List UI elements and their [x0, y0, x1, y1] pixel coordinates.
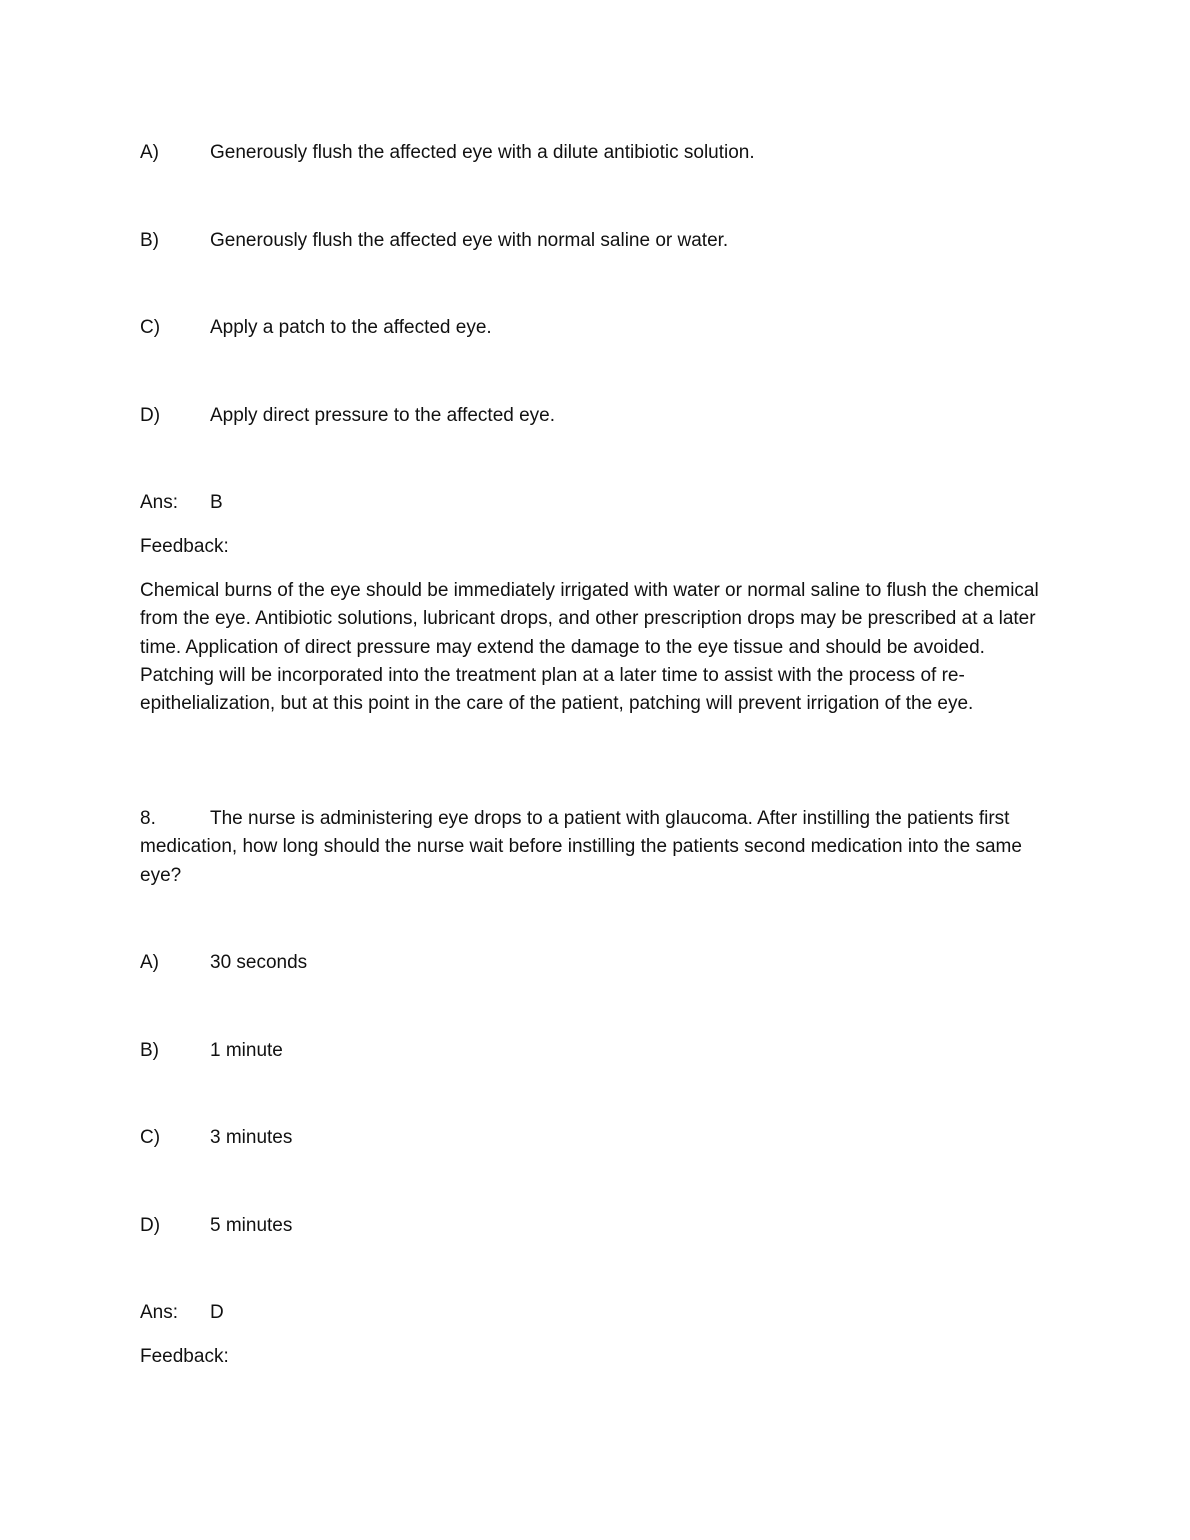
q8-question: [140, 805, 1050, 890]
q7-option-d: [140, 402, 555, 430]
q7-feedback-label: Feedback:: [140, 536, 229, 557]
option-label: C): [140, 317, 161, 338]
answer-label: Ans:: [140, 492, 179, 513]
q8-option-d: [140, 1212, 292, 1240]
q7-answer: [140, 489, 223, 517]
option-text: 1 minute: [210, 1040, 283, 1061]
option-label: D): [140, 1215, 161, 1236]
q8-option-b: [140, 1037, 283, 1065]
option-label: D): [140, 405, 161, 426]
option-text: 5 minutes: [210, 1215, 293, 1236]
q8-answer: [140, 1299, 224, 1327]
q7-option-b: [140, 227, 728, 255]
option-text: 3 minutes: [210, 1127, 293, 1148]
option-text: Generously flush the affected eye with a dilute antibiotic solution.: [210, 142, 755, 163]
option-text: Generously flush the affected eye with normal saline or water.: [210, 230, 729, 251]
answer-label: Ans:: [140, 1302, 179, 1323]
option-label: C): [140, 1127, 161, 1148]
answer-value: B: [210, 492, 223, 513]
question-number: 8.: [140, 808, 156, 829]
option-label: A): [140, 952, 159, 973]
option-label: A): [140, 142, 159, 163]
option-text: Apply a patch to the affected eye.: [210, 317, 492, 338]
q8-feedback-label: Feedback:: [140, 1346, 229, 1367]
q8-option-c: [140, 1124, 292, 1152]
q7-option-c: [140, 314, 492, 342]
question-text: The nurse is administering eye drops to a patient with glaucoma. After instilling the patients first medication, how long should the nurse wait before instilling the patients second medication into the same eye?: [140, 808, 1022, 886]
option-label: B): [140, 230, 159, 251]
q7-feedback-text: Chemical burns of the eye should be immediately irrigated with water or normal saline to flush the chemical from the eye. Antibiotic solutions, lubricant drops, and other prescription drops may be prescribed at a later time. Application of direct pressure may extend the damage to the eye tissue and should be avoided. Patching will be incorporated into the treatment plan at a later time to assist with the process of re-epithelialization, but at this point in the care of the patient, patching will prevent irrigation of the eye.: [140, 580, 1039, 715]
option-label: B): [140, 1040, 159, 1061]
q8-option-a: [140, 949, 307, 977]
option-text: 30 seconds: [210, 952, 308, 973]
option-text: Apply direct pressure to the affected eye.: [210, 405, 556, 426]
q7-option-a: [140, 139, 755, 167]
answer-value: D: [210, 1302, 224, 1323]
